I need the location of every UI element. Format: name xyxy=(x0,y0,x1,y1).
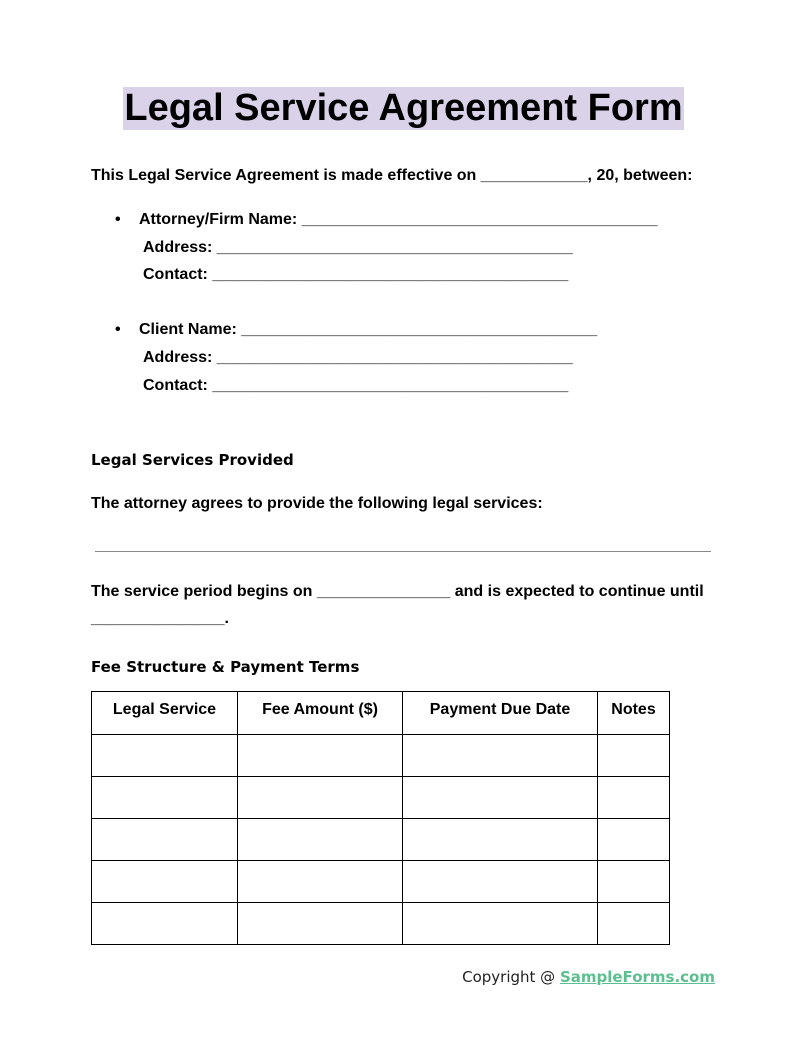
service-period-line-2: _______________. xyxy=(91,610,229,627)
table-cell[interactable] xyxy=(403,903,598,945)
client-name-field[interactable]: Client Name: ________________________________________ xyxy=(139,321,598,338)
table-row xyxy=(92,861,670,903)
table-cell[interactable] xyxy=(598,735,670,777)
table-cell[interactable] xyxy=(238,819,403,861)
fee-table xyxy=(91,691,670,945)
table-cell[interactable] xyxy=(92,903,238,945)
table-cell[interactable] xyxy=(92,861,238,903)
table-cell[interactable] xyxy=(403,819,598,861)
table-cell[interactable] xyxy=(598,903,670,945)
table-cell[interactable] xyxy=(238,861,403,903)
attorney-bullet: • xyxy=(115,211,121,228)
table-cell[interactable] xyxy=(92,819,238,861)
client-address-field[interactable]: Address: ________________________________________ xyxy=(143,349,573,366)
attorney-name-field[interactable]: Attorney/Firm Name: ________________________________________ xyxy=(139,211,658,228)
table-cell[interactable] xyxy=(598,819,670,861)
client-contact-field[interactable]: Contact: ________________________________________ xyxy=(143,377,569,394)
table-row xyxy=(92,735,670,777)
services-heading: Legal Services Provided xyxy=(91,451,294,469)
table-cell[interactable] xyxy=(598,777,670,819)
services-statement: The attorney agrees to provide the following legal services: xyxy=(91,495,543,512)
copyright-footer xyxy=(462,967,715,987)
attorney-address-field[interactable]: Address: ________________________________________ xyxy=(143,239,573,256)
table-cell[interactable] xyxy=(403,777,598,819)
intro-text: This Legal Service Agreement is made effective on ____________, 20, between: xyxy=(91,167,693,184)
header-fee-amount: Fee Amount ($) xyxy=(238,692,403,735)
table-row xyxy=(92,777,670,819)
table-cell[interactable] xyxy=(238,735,403,777)
table-cell[interactable] xyxy=(403,861,598,903)
fees-heading: Fee Structure & Payment Terms xyxy=(91,658,360,676)
fee-table-header-row xyxy=(92,692,670,735)
table-cell[interactable] xyxy=(92,735,238,777)
service-period-line-1: The service period begins on _______________ and is expected to continue until xyxy=(91,583,704,600)
header-notes: Notes xyxy=(598,692,670,735)
table-cell[interactable] xyxy=(598,861,670,903)
header-payment-due-date: Payment Due Date xyxy=(403,692,598,735)
table-row xyxy=(92,903,670,945)
attorney-contact-field[interactable]: Contact: ________________________________________ xyxy=(143,266,569,283)
page-title: Legal Service Agreement Form xyxy=(124,87,683,129)
table-cell[interactable] xyxy=(238,903,403,945)
table-row xyxy=(92,819,670,861)
title-container xyxy=(0,87,807,130)
table-cell[interactable] xyxy=(403,735,598,777)
copyright-prefix: Copyright @ xyxy=(462,968,560,986)
table-cell[interactable] xyxy=(238,777,403,819)
header-legal-service: Legal Service xyxy=(92,692,238,735)
sampleforms-link[interactable]: SampleForms.com xyxy=(559,968,715,986)
services-entry-line[interactable] xyxy=(95,551,711,552)
table-cell[interactable] xyxy=(92,777,238,819)
client-bullet: • xyxy=(115,321,121,338)
